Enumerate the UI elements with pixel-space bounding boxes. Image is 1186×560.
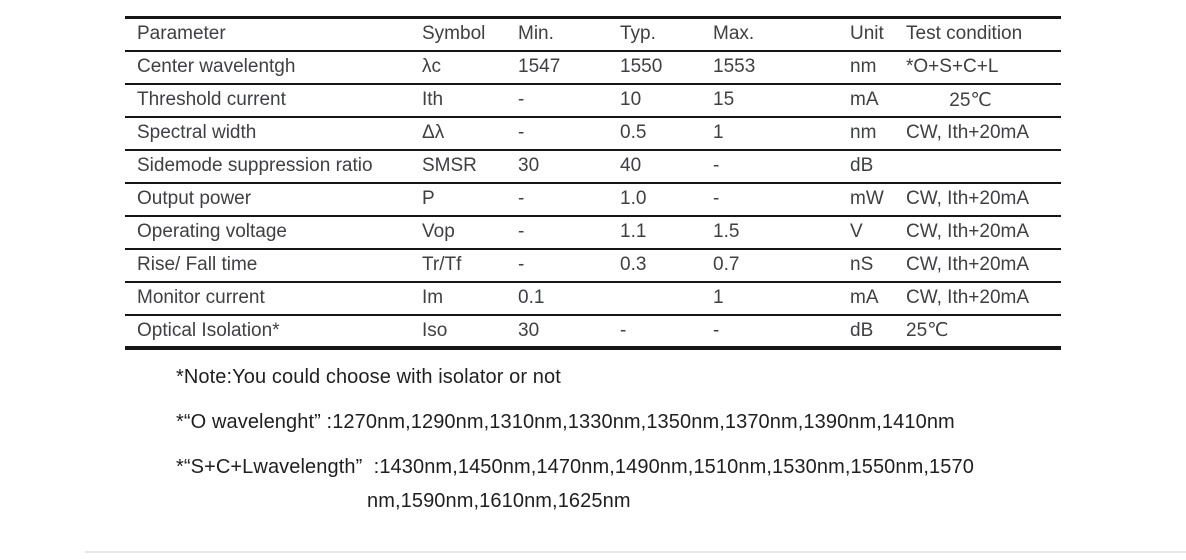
table-row	[125, 315, 1061, 348]
cell-unit: dB	[850, 319, 874, 341]
note-o-wavelength: *“O wavelenght” :1270nm,1290nm,1310nm,1330nm,1350nm,1370nm,1390nm,1410nm	[176, 411, 955, 433]
table-row	[125, 183, 1061, 216]
cell-max: 15	[713, 89, 735, 110]
cell-symbol: SMSR	[422, 155, 477, 176]
cell-parameter: Output power	[137, 188, 252, 209]
cell-unit: V	[850, 221, 863, 242]
cell-parameter: Monitor current	[137, 287, 265, 308]
column-header-typ: Typ.	[620, 23, 656, 45]
column-header-test-condition: Test condition	[906, 23, 1023, 45]
note-scl-wavelength-line1: *“S+C+Lwavelength” :1430nm,1450nm,1470nm,1490nm,1510nm,1530nm,1550nm,1570	[176, 456, 974, 478]
cell-max: -	[713, 155, 720, 176]
cell-typ	[608, 282, 701, 315]
cell-min: -	[518, 254, 525, 275]
cell-typ: 0.3	[620, 254, 647, 275]
cell-max: 0.7	[713, 254, 740, 275]
cell-min: 0.1	[518, 287, 545, 308]
note-scl-wavelength-line2: nm,1590nm,1610nm,1625nm	[367, 490, 631, 512]
table-row	[125, 282, 1061, 315]
cell-max: 1553	[713, 56, 756, 77]
column-header-max: Max.	[713, 23, 755, 45]
table-row	[125, 51, 1061, 84]
cell-typ: 10	[620, 89, 642, 110]
cell-unit: mA	[850, 287, 879, 308]
cell-max: 1.5	[713, 221, 740, 242]
cell-symbol: Ith	[422, 89, 444, 110]
cell-parameter: Threshold current	[137, 89, 286, 110]
cell-test-condition: CW, Ith+20mA	[906, 188, 1030, 209]
cell-typ: 1.0	[620, 188, 647, 209]
cell-max: 1	[713, 287, 724, 308]
cell-parameter: Optical Isolation*	[137, 319, 280, 341]
cell-test-condition	[894, 150, 1061, 183]
column-header-parameter: Parameter	[137, 23, 226, 45]
cell-min: -	[518, 89, 525, 110]
cell-min: 30	[518, 319, 540, 341]
table-row	[125, 249, 1061, 282]
cell-test-condition: *O+S+C+L	[906, 56, 999, 77]
column-header-unit: Unit	[850, 23, 884, 45]
cell-test-condition: CW, Ith+20mA	[906, 221, 1030, 242]
cell-symbol: λc	[422, 56, 441, 77]
cell-typ: 40	[620, 155, 642, 176]
cell-unit: nm	[850, 56, 877, 77]
cell-test-condition: CW, Ith+20mA	[906, 287, 1030, 308]
cell-max: -	[713, 188, 720, 209]
cell-unit: nm	[850, 122, 877, 143]
cell-unit: dB	[850, 155, 874, 176]
cell-parameter: Operating voltage	[137, 221, 287, 242]
cell-min: -	[518, 188, 525, 209]
note-isolator: *Note:You could choose with isolator or not	[176, 366, 561, 388]
cell-min: -	[518, 221, 525, 242]
cell-max: 1	[713, 122, 724, 143]
page-bottom-rule	[85, 551, 1186, 553]
cell-test-condition: 25℃	[906, 320, 949, 341]
cell-unit: mA	[850, 89, 879, 110]
cell-test-condition: CW, Ith+20mA	[906, 254, 1030, 275]
cell-typ: -	[620, 319, 627, 341]
cell-test-condition: 25℃	[949, 89, 992, 111]
cell-symbol: Im	[422, 287, 444, 308]
cell-symbol: Iso	[422, 319, 448, 341]
cell-max: -	[713, 319, 720, 341]
cell-typ: 1550	[620, 56, 663, 77]
cell-min: 1547	[518, 56, 561, 77]
cell-parameter: Rise/ Fall time	[137, 254, 258, 275]
cell-symbol: P	[422, 188, 435, 209]
cell-parameter: Center wavelentgh	[137, 56, 296, 77]
table-row	[125, 150, 1061, 183]
cell-symbol: Vop	[422, 221, 455, 242]
cell-typ: 0.5	[620, 122, 647, 143]
column-header-symbol: Symbol	[422, 23, 486, 45]
cell-min: -	[518, 122, 525, 143]
table-header-row	[125, 18, 1061, 51]
cell-parameter: Spectral width	[137, 122, 257, 143]
column-header-min: Min.	[518, 23, 554, 45]
cell-unit: nS	[850, 254, 874, 275]
cell-typ: 1.1	[620, 221, 647, 242]
cell-test-condition: CW, Ith+20mA	[906, 122, 1030, 143]
cell-min: 30	[518, 155, 540, 176]
table-row	[125, 117, 1061, 150]
table-row	[125, 216, 1061, 249]
cell-symbol: Δλ	[422, 122, 445, 143]
table-row	[125, 84, 1061, 117]
cell-unit: mW	[850, 188, 884, 209]
cell-symbol: Tr/Tf	[422, 254, 462, 275]
spec-table	[125, 16, 1061, 350]
cell-parameter: Sidemode suppression ratio	[137, 155, 373, 176]
